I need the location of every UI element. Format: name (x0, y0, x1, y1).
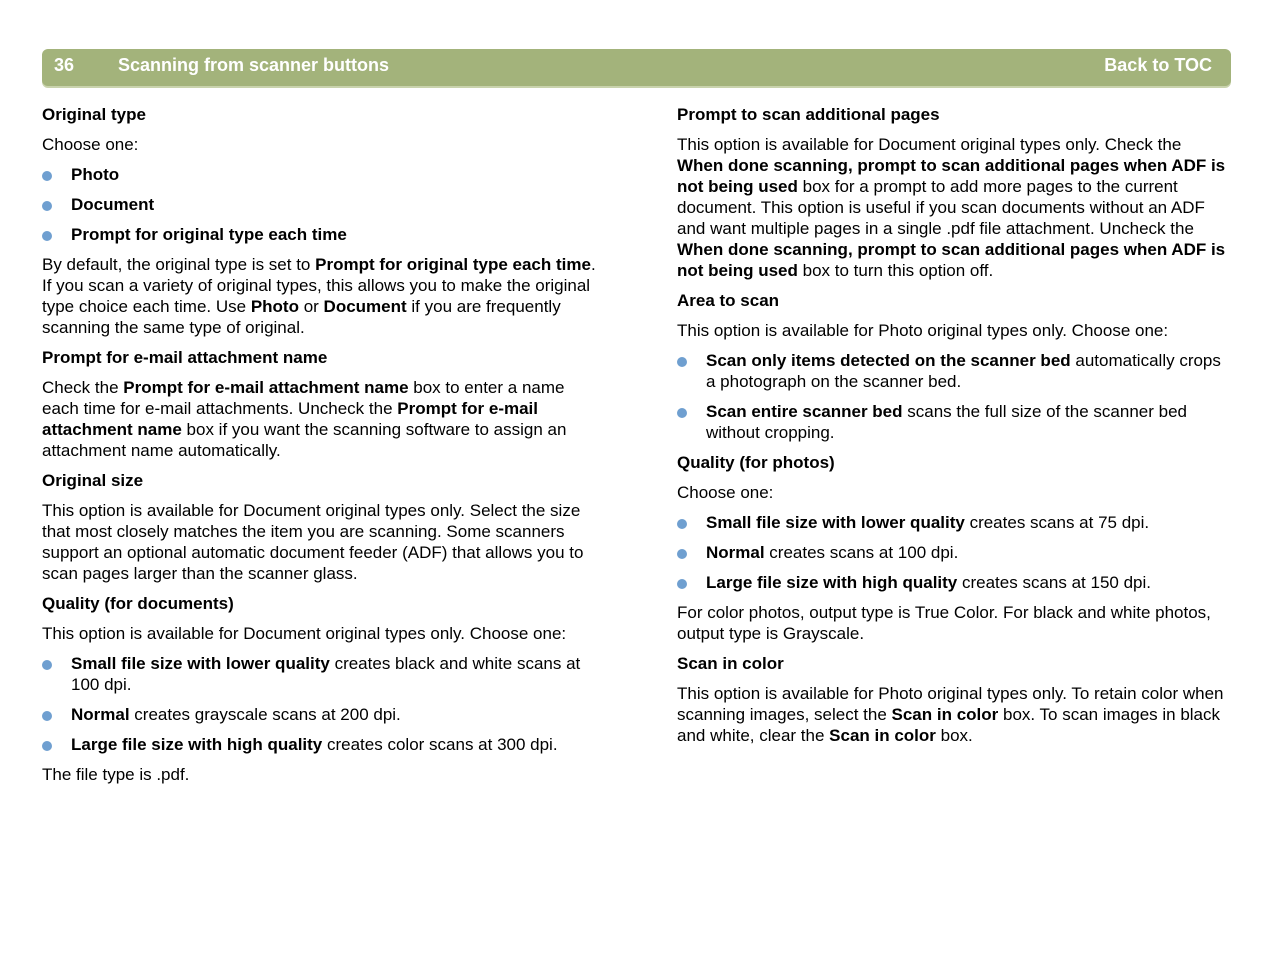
original-type-heading: Original type (42, 105, 146, 124)
right-column (677, 104, 1229, 755)
bullet-icon (677, 579, 687, 589)
list-item: Normal creates grayscale scans at 200 dpi. (42, 704, 602, 725)
list-item: Large file size with high quality creates scans at 150 dpi. (677, 572, 1229, 593)
list-item: Large file size with high quality creates color scans at 300 dpi. (42, 734, 602, 755)
list-item: Document (42, 194, 602, 215)
list-item: Scan only items detected on the scanner bed automatically crops a photograph on the scanner bed. (677, 350, 1229, 392)
quality-documents-intro: This option is available for Document original types only. Choose one: (42, 624, 567, 643)
quality-photos-list (677, 512, 1229, 593)
bullet-icon (42, 741, 52, 751)
list-item: Small file size with lower quality creates scans at 75 dpi. (677, 512, 1229, 533)
list-item: Normal creates scans at 100 dpi. (677, 542, 1229, 563)
attachment-name-description: Check the Prompt for e-mail attachment name box to enter a name each time for e-mail attachments. Uncheck the Prompt for e-mail attachment name box if you want the scanning software to assign an attachment name automatically. (42, 378, 567, 460)
bullet-icon (42, 231, 52, 241)
original-size-description: This option is available for Document original types only. Select the size that most closely matches the item you are scanning. Some scanners support an optional automatic document feeder (ADF) that allows you to scan pages larger than the scanner glass. (42, 501, 584, 583)
list-item: Scan entire scanner bed scans the full size of the scanner bed without cropping. (677, 401, 1229, 443)
original-type-intro: Choose one: (42, 135, 139, 154)
list-item: Small file size with lower quality creates black and white scans at 100 dpi. (42, 653, 602, 695)
bullet-icon (42, 201, 52, 211)
file-type-note: The file type is .pdf. (42, 765, 190, 784)
bullet-icon (42, 660, 52, 670)
bullet-icon (677, 519, 687, 529)
area-to-scan-heading: Area to scan (677, 291, 780, 310)
left-column (42, 104, 602, 794)
list-item: Prompt for original type each time (42, 224, 602, 245)
prompt-pages-heading: Prompt to scan additional pages (677, 105, 940, 124)
scan-in-color-heading: Scan in color (677, 654, 784, 673)
original-size-heading: Original size (42, 471, 144, 490)
original-type-description: By default, the original type is set to Prompt for original type each time. If you scan a variety of original types, this allows you to make the original type choice each time. Use Photo or Document if you are frequently scanning the same type of original. (42, 255, 596, 337)
bullet-icon (677, 408, 687, 418)
page-number: 36 (54, 55, 75, 75)
quality-documents-heading: Quality (for documents) (42, 594, 234, 613)
attachment-name-heading: Prompt for e-mail attachment name (42, 348, 328, 367)
scan-in-color-description: This option is available for Photo original types only. To retain color when scanning images, select the Scan in color box. To scan images in black and white, clear the Scan in color box. (677, 684, 1224, 745)
area-to-scan-intro: This option is available for Photo original types only. Choose one: (677, 321, 1169, 340)
page-title: Scanning from scanner buttons (118, 55, 390, 75)
bullet-icon (677, 549, 687, 559)
bullet-icon (677, 357, 687, 367)
bullet-icon (42, 711, 52, 721)
list-item: Photo (42, 164, 602, 185)
prompt-pages-description: This option is available for Document original types only. Check the When done scanning, prompt to scan additional pages when ADF is not being used box for a prompt to add more pages to the current document. This option is useful if you scan documents without an ADF and want multiple pages in a single .pdf file attachment. Uncheck the When done scanning, prompt to scan additional pages when ADF is not being used box to turn this option off. (677, 135, 1226, 280)
original-type-list (42, 164, 602, 245)
back-to-toc-link[interactable]: Back to TOC (1104, 55, 1212, 75)
quality-photos-heading: Quality (for photos) (677, 453, 835, 472)
page-header-bar (42, 49, 1231, 86)
area-to-scan-list (677, 350, 1229, 443)
quality-photos-intro: Choose one: (677, 483, 774, 502)
quality-documents-list (42, 653, 602, 755)
bullet-icon (42, 171, 52, 181)
output-type-note: For color photos, output type is True Color. For black and white photos, output type is Grayscale. (677, 603, 1211, 643)
